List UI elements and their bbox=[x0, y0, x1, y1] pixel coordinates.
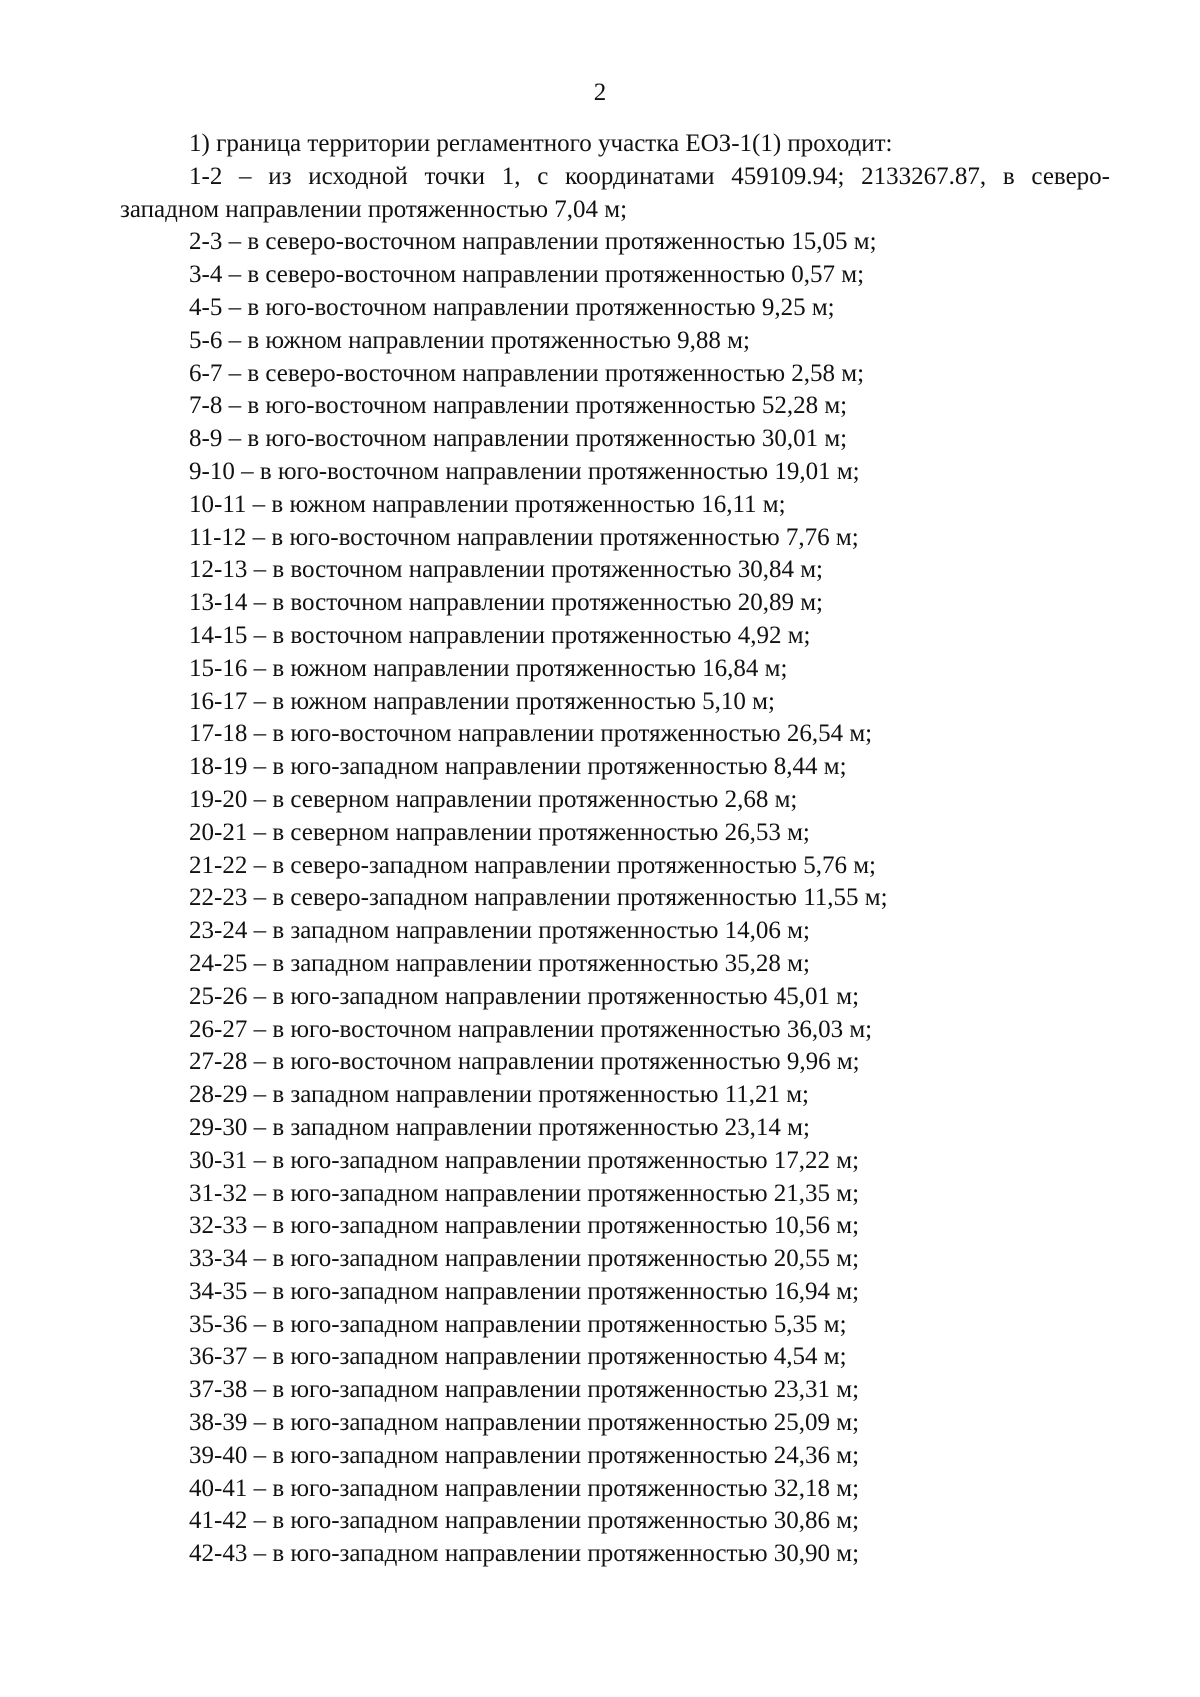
segment-item: 10-11 – в южном направлении протяженностью 16,11 м; bbox=[189, 490, 786, 518]
segment-item: 33-34 – в юго-западном направлении протяженностью 20,55 м; bbox=[189, 1245, 860, 1273]
segment-item: 2-3 – в северо-восточном направлении протяженностью 15,05 м; bbox=[189, 228, 877, 256]
segment-item: 26-27 – в юго-восточном направлении протяженностью 36,03 м; bbox=[189, 1015, 873, 1043]
segment-item: 8-9 – в юго-восточном направлении протяженностью 30,01 м; bbox=[189, 425, 848, 453]
segment-item: 17-18 – в юго-восточном направлении протяженностью 26,54 м; bbox=[189, 720, 873, 748]
segment-item: 23-24 – в западном направлении протяженностью 14,06 м; bbox=[189, 917, 810, 945]
segment-item: 31-32 – в юго-западном направлении протяженностью 21,35 м; bbox=[189, 1179, 860, 1207]
segment-item: 22-23 – в северо-западном направлении протяженностью 11,55 м; bbox=[189, 884, 888, 912]
segment-item: 37-38 – в юго-западном направлении протяженностью 23,31 м; bbox=[189, 1376, 860, 1404]
segment-item: 34-35 – в юго-западном направлении протяженностью 16,94 м; bbox=[189, 1277, 860, 1305]
segment-item: 5-6 – в южном направлении протяженностью 9,88 м; bbox=[189, 326, 750, 354]
segment-item: 11-12 – в юго-восточном направлении протяженностью 7,76 м; bbox=[189, 523, 859, 551]
segment-item: 15-16 – в южном направлении протяженностью 16,84 м; bbox=[189, 654, 788, 682]
segment-item: 40-41 – в юго-западном направлении протяженностью 32,18 м; bbox=[189, 1474, 860, 1502]
boundary-description bbox=[120, 128, 1110, 1571]
segment-item: 7-8 – в юго-восточном направлении протяженностью 52,28 м; bbox=[189, 392, 848, 420]
segment-item: 20-21 – в северном направлении протяженностью 26,53 м; bbox=[189, 818, 810, 846]
segment-item: 12-13 – в восточном направлении протяженностью 30,84 м; bbox=[189, 556, 823, 584]
segment-item: 19-20 – в северном направлении протяженностью 2,68 м; bbox=[189, 785, 798, 813]
segment-item: 32-33 – в юго-западном направлении протяженностью 10,56 м; bbox=[189, 1212, 860, 1240]
segment-item: 24-25 – в западном направлении протяженностью 35,28 м; bbox=[189, 949, 810, 977]
segment-item: 18-19 – в юго-западном направлении протяженностью 8,44 м; bbox=[189, 753, 847, 781]
segment-item: 3-4 – в северо-восточном направлении протяженностью 0,57 м; bbox=[189, 261, 865, 289]
segment-item: 16-17 – в южном направлении протяженностью 5,10 м; bbox=[189, 687, 775, 715]
segment-1-2-line-1: 1-2 – из исходной точки 1, с координатами 459109.94; 2133267.87, в северо- bbox=[189, 162, 1110, 190]
segment-item: 29-30 – в западном направлении протяженностью 23,14 м; bbox=[189, 1113, 810, 1141]
segment-1-2-line-2: западном направлении протяженностью 7,04 м; bbox=[120, 195, 628, 223]
segment-item: 42-43 – в юго-западном направлении протяженностью 30,90 м; bbox=[189, 1540, 860, 1568]
segment-item: 39-40 – в юго-западном направлении протяженностью 24,36 м; bbox=[189, 1441, 860, 1469]
segment-item: 38-39 – в юго-западном направлении протяженностью 25,09 м; bbox=[189, 1409, 860, 1437]
segment-item: 25-26 – в юго-западном направлении протяженностью 45,01 м; bbox=[189, 982, 860, 1010]
segment-item: 30-31 – в юго-западном направлении протяженностью 17,22 м; bbox=[189, 1146, 860, 1174]
page-number: 2 bbox=[593, 79, 607, 106]
segment-item: 28-29 – в западном направлении протяженностью 11,21 м; bbox=[189, 1081, 809, 1109]
segment-item: 4-5 – в юго-восточном направлении протяженностью 9,25 м; bbox=[189, 293, 835, 321]
segment-item: 14-15 – в восточном направлении протяженностью 4,92 м; bbox=[189, 621, 811, 649]
segment-item: 41-42 – в юго-западном направлении протяженностью 30,86 м; bbox=[189, 1507, 860, 1535]
intro-paragraph: 1) граница территории регламентного участка ЕОЗ-1(1) проходит: bbox=[189, 130, 893, 157]
segment-item: 35-36 – в юго-западном направлении протяженностью 5,35 м; bbox=[189, 1310, 847, 1338]
segment-item: 6-7 – в северо-восточном направлении протяженностью 2,58 м; bbox=[189, 359, 865, 387]
segment-item: 9-10 – в юго-восточном направлении протяженностью 19,01 м; bbox=[189, 457, 860, 485]
segment-item: 27-28 – в юго-восточном направлении протяженностью 9,96 м; bbox=[189, 1048, 860, 1076]
segment-item: 13-14 – в восточном направлении протяженностью 20,89 м; bbox=[189, 589, 823, 617]
segment-item: 21-22 – в северо-западном направлении протяженностью 5,76 м; bbox=[189, 851, 876, 879]
segment-item: 36-37 – в юго-западном направлении протяженностью 4,54 м; bbox=[189, 1343, 847, 1371]
